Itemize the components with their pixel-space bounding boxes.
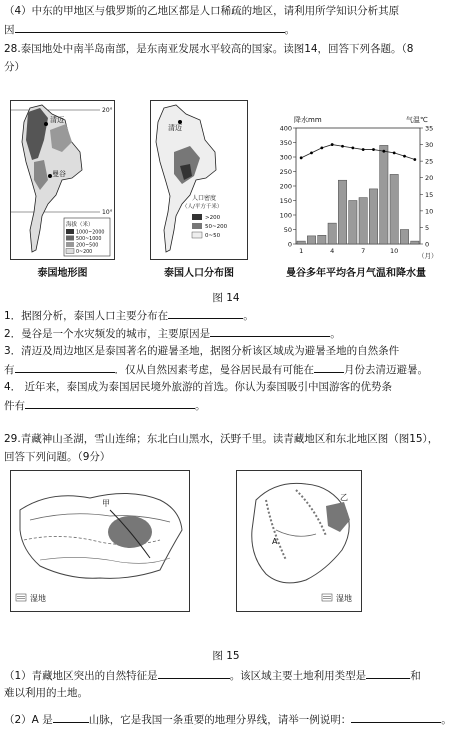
lat-label-20: 20°: [102, 107, 113, 114]
region-label-yi: 乙: [340, 493, 348, 502]
y-left-tick-label: 300: [279, 153, 292, 162]
precip-bar: [369, 189, 377, 244]
y-left-tick-label: 200: [279, 182, 292, 191]
q29-question-2: （2）A 是 山脉，它是我国一条重要的地理分界线，请举一例说明： 。: [4, 714, 452, 726]
temperature-point: [393, 151, 396, 154]
temperature-point: [300, 156, 303, 159]
y-right-tick-label: 15: [425, 190, 434, 199]
q29-intro: 29.青藏神山圣湖，雪山连绵；东北白山黑水，沃野千里。读青藏地区和东北地区图（图15），: [4, 433, 439, 445]
q28-question-3-cont: 有 ．仅从自然因素考虑，曼谷居民最有可能在 月份去清迈避暑。: [4, 364, 428, 376]
ylabel-left: 降水mm: [294, 116, 322, 124]
q27-part4-line2: 因 。: [4, 24, 295, 36]
legend-swatch-1: [192, 214, 202, 220]
precip-bar: [328, 223, 336, 244]
q28-question-4: 4． 近年来，泰国成为泰国居民境外旅游的首选。你认为泰国吸引中国游客的优势条: [4, 381, 393, 393]
answer-blank[interactable]: [53, 712, 89, 723]
answer-blank[interactable]: [366, 668, 410, 679]
answer-blank[interactable]: [351, 712, 441, 723]
precip-bar: [359, 198, 367, 244]
wetland-legend-label: 湿地: [30, 594, 46, 603]
answer-blank[interactable]: [314, 362, 344, 373]
y-right-tick-label: 25: [425, 157, 434, 166]
xlabel: （月）: [418, 252, 438, 260]
precip-bar: [349, 201, 357, 245]
temperature-point: [331, 143, 334, 146]
precip-bar: [400, 230, 408, 245]
x-tick-label: 1: [299, 247, 304, 255]
temperature-point: [351, 146, 354, 149]
city-label-chiangmai: 清迈: [168, 124, 182, 132]
legend-item-2: 50~200: [205, 224, 228, 230]
temperature-point: [310, 151, 313, 154]
wetland-legend-label: 湿地: [336, 594, 352, 603]
answer-blank[interactable]: [158, 668, 230, 679]
answer-blank[interactable]: [168, 308, 243, 319]
region-label-a: A: [272, 537, 278, 546]
precip-bar: [411, 241, 419, 244]
temperature-point: [362, 148, 365, 151]
q28-question-3: 3．清迈及周边地区是泰国著名的避暑圣地，据图分析该区域成为避暑圣地的自然条件: [4, 345, 400, 357]
thailand-topography-map: [10, 100, 115, 260]
region-label-jia: 甲: [102, 499, 110, 508]
temperature-line: [301, 145, 415, 160]
legend-swatch-3: [66, 242, 74, 247]
legend-swatch-2: [66, 236, 74, 241]
precip-bar: [318, 235, 326, 244]
legend-swatch-2: [192, 223, 202, 229]
answer-blank[interactable]: [15, 22, 285, 33]
answer-blank[interactable]: [15, 362, 115, 373]
legend-item-1: >200: [205, 215, 221, 221]
x-tick-label: 4: [330, 247, 335, 255]
temperature-point: [372, 148, 375, 151]
legend-swatch-3: [192, 232, 202, 238]
legend-title: 海拔（米）: [66, 222, 94, 228]
city-chiangmai-dot: [44, 122, 48, 126]
legend-swatch-1: [66, 229, 74, 234]
q28-question-2: 2．曼谷是一个水灾频发的城市，主要原因是 。: [4, 328, 341, 340]
q29-intro-2: 回答下列问题。（9分）: [4, 451, 111, 463]
precip-bar: [307, 236, 315, 244]
y-right-tick-label: 30: [425, 141, 434, 150]
legend-swatch-4: [66, 249, 74, 254]
y-right-tick-label: 5: [425, 223, 430, 232]
temperature-point: [320, 146, 323, 149]
ylabel-right: 气温℃: [406, 116, 428, 124]
chart-caption: 曼谷多年平均各月气温和降水量: [286, 268, 426, 279]
city-label-chiangmai: 清迈: [50, 116, 64, 124]
northeast-china-map: [236, 470, 362, 612]
bangkok-climate-chart: [268, 114, 450, 264]
temperature-point: [403, 155, 406, 158]
y-left-tick-label: 100: [279, 211, 292, 220]
qinghai-tibet-map: [10, 470, 190, 612]
temperature-point: [382, 150, 385, 153]
wetland-legend-swatch: [322, 594, 332, 601]
y-left-tick-label: 250: [279, 168, 292, 176]
y-left-tick-label: 150: [279, 197, 292, 205]
precip-bar: [390, 174, 398, 244]
y-left-tick-label: 50: [283, 226, 292, 234]
legend-item-2: 500~1000: [76, 237, 102, 242]
x-tick-label: 7: [361, 247, 366, 255]
temperature-point: [341, 145, 344, 148]
y-left-tick-label: 350: [279, 139, 292, 147]
legend-unit: （人/平方千米）: [182, 204, 223, 210]
q28-question-1: 1．据图分析，泰国人口主要分布在 。: [4, 310, 254, 322]
thailand-population-map: [150, 100, 248, 260]
y-left-tick-label: 400: [279, 124, 292, 133]
legend-item-4: 0~200: [76, 250, 93, 255]
city-label-bangkok: 曼谷: [52, 170, 66, 178]
precip-bar: [297, 241, 305, 244]
lat-label-10: 10°: [102, 209, 113, 216]
q28-intro: 28.泰国地处中南半岛南部，是东南亚发展水平较高的国家。读图14，回答下列各题。（8: [4, 43, 414, 55]
q27-part4: （4）中东的甲地区与俄罗斯的乙地区都是人口稀疏的地区，请利用所学知识分析其原: [4, 5, 400, 17]
map1-caption: 泰国地形图: [37, 268, 88, 279]
legend-item-1: 1000~2000: [76, 230, 105, 236]
plot-frame: [296, 128, 420, 244]
wetland-legend-swatch: [16, 594, 26, 601]
y-right-tick-label: 0: [425, 240, 430, 249]
y-right-tick-label: 10: [425, 207, 434, 216]
legend-item-3: 0~50: [205, 233, 221, 239]
y-right-tick-label: 20: [425, 174, 434, 183]
legend-item-3: 200~500: [76, 243, 99, 249]
q28-intro-2: 分）: [4, 61, 25, 73]
precip-bar: [338, 180, 346, 244]
q28-question-4-cont: 件有 。: [4, 400, 206, 412]
y-right-tick-label: 35: [425, 124, 434, 133]
fig15-title: 图 15: [212, 650, 240, 662]
legend-title: 人口密度: [192, 195, 217, 202]
y-left-tick-label: 0: [287, 240, 292, 249]
answer-blank[interactable]: [25, 398, 195, 409]
fig14-title: 图 14: [212, 292, 240, 304]
q29-question-1: （1）青藏地区突出的自然特征是 。该区域主要土地利用类型是 和: [4, 670, 421, 682]
q29-question-1-cont: 难以利用的土地。: [4, 687, 88, 699]
answer-blank[interactable]: [210, 326, 330, 337]
temperature-point: [413, 158, 416, 161]
precip-bar: [380, 145, 388, 244]
x-tick-label: 10: [390, 247, 399, 255]
map2-caption: 泰国人口分布图: [164, 268, 234, 279]
